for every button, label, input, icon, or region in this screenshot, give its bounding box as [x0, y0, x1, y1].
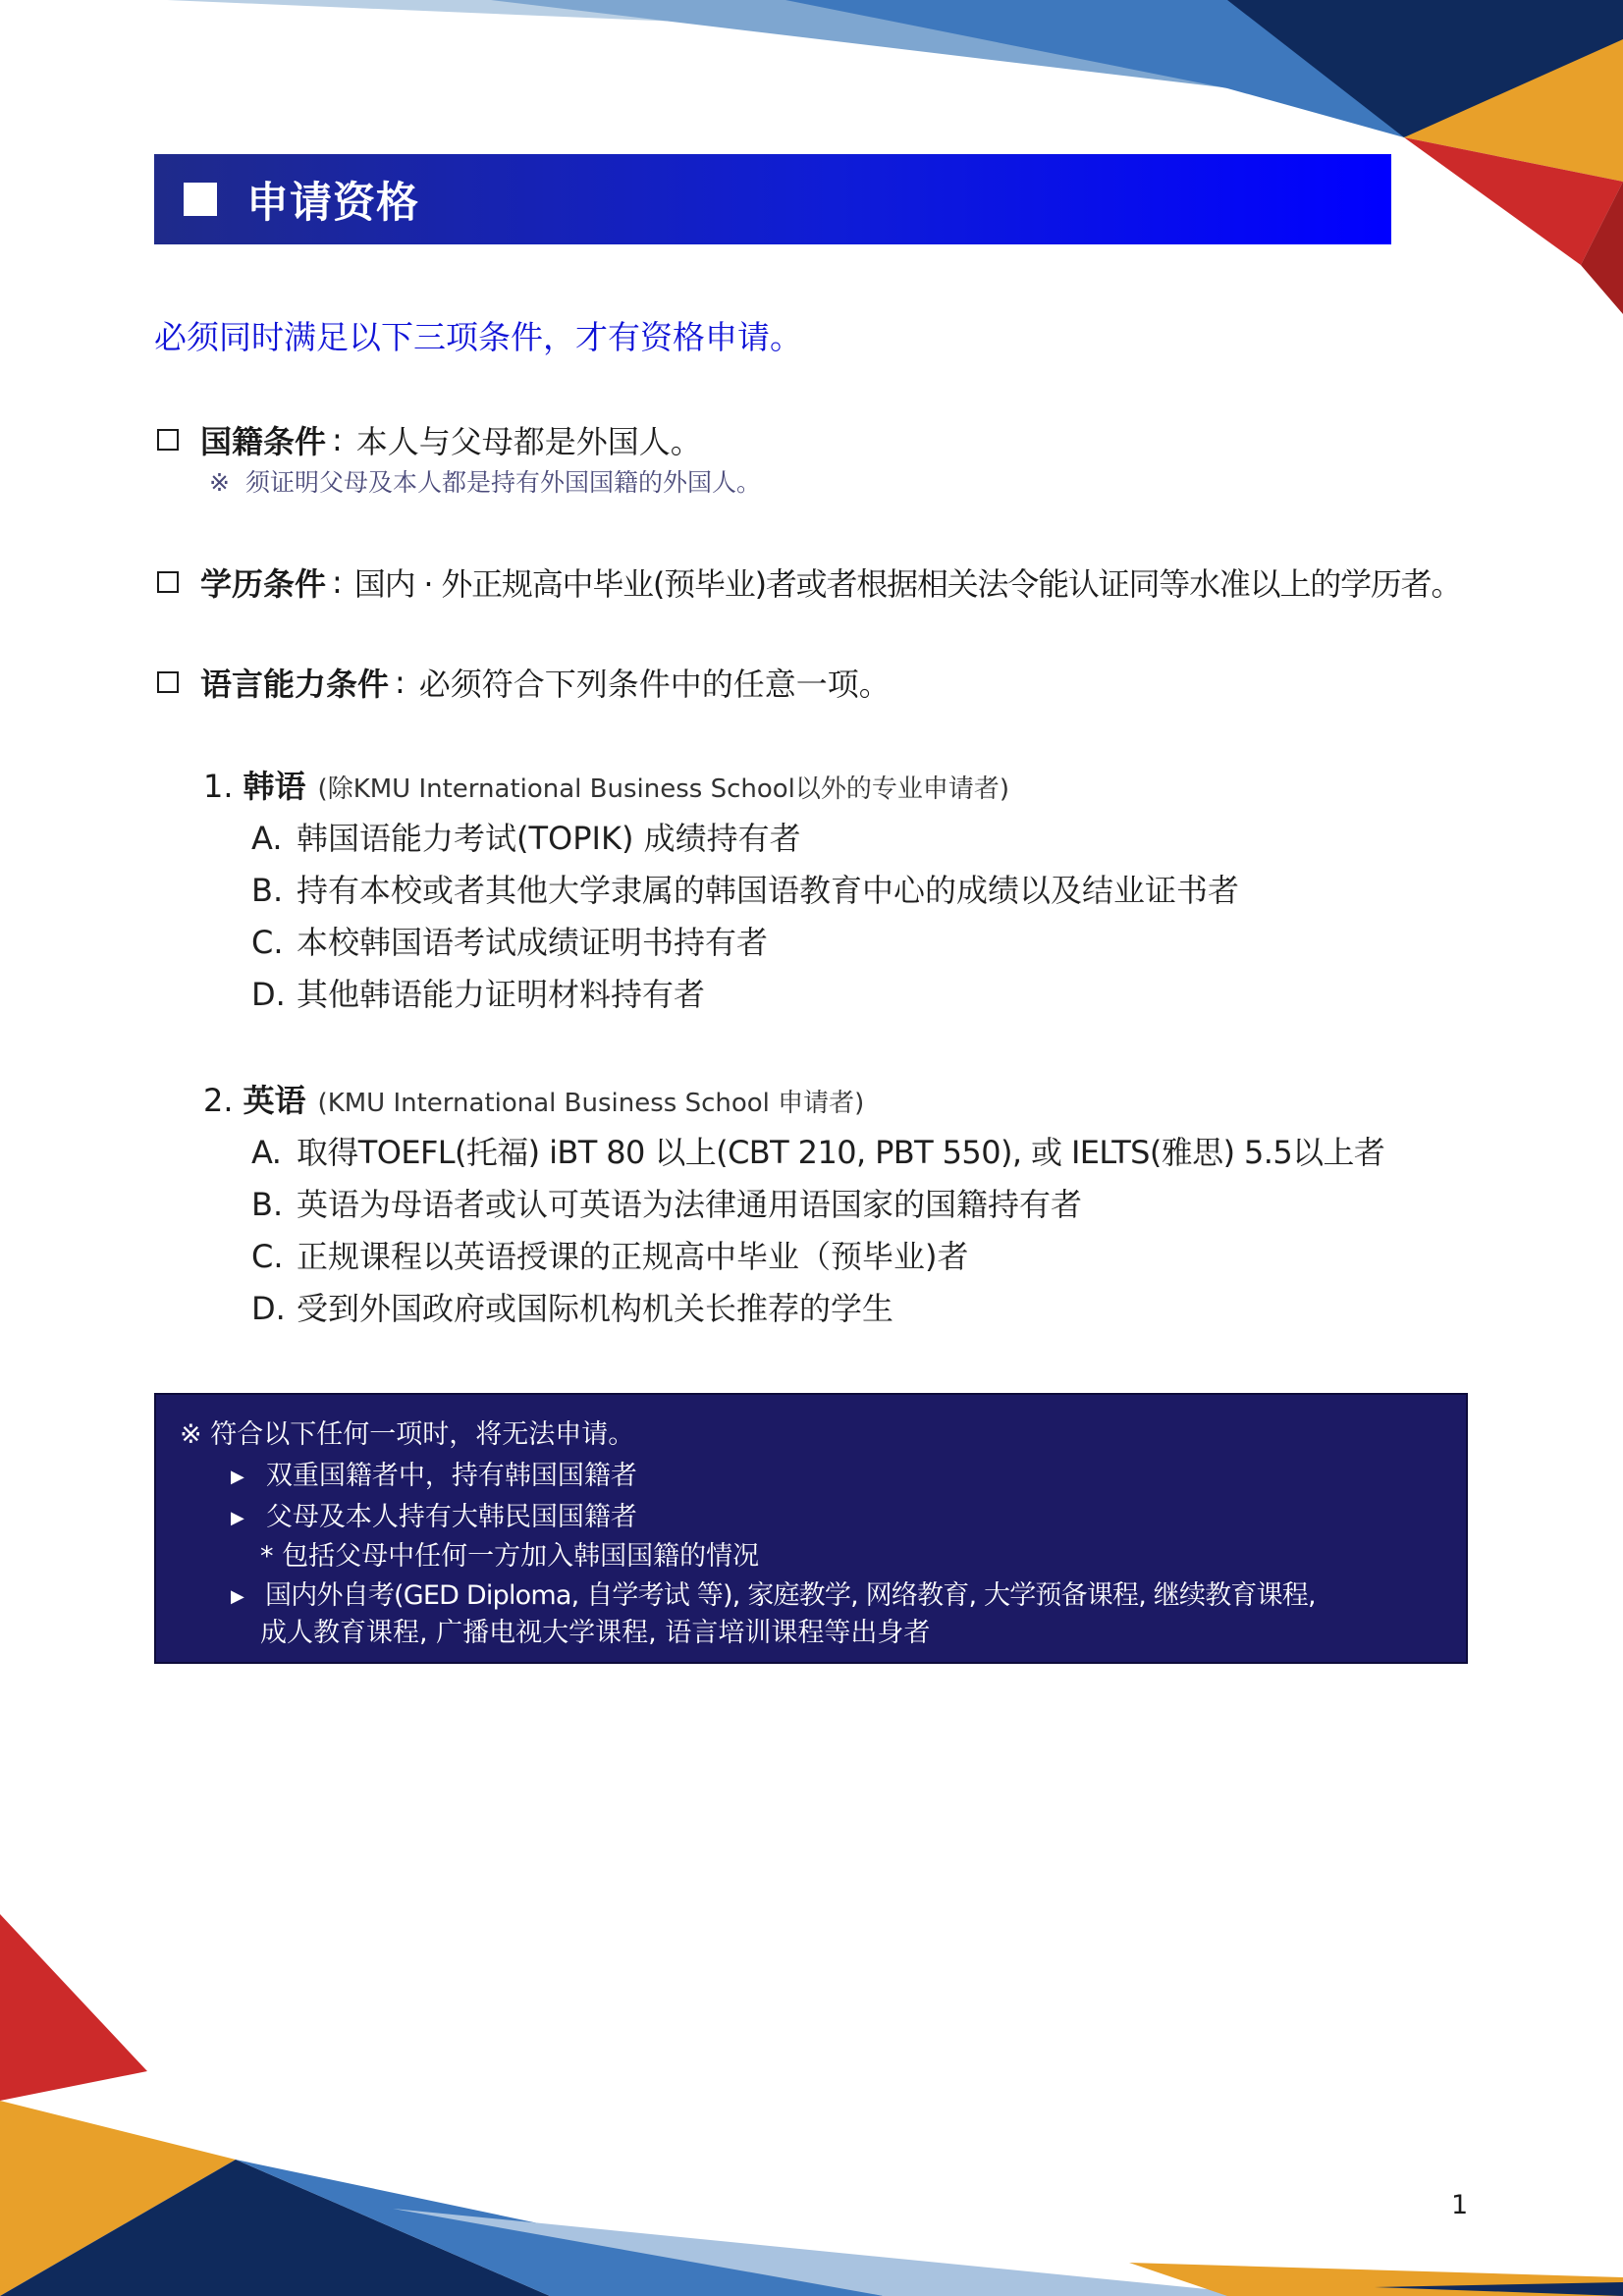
english-subtitle: (KMU International Business School 申请者) — [317, 1089, 865, 1118]
korean-subtitle: (除KMU International Business School以外的专业申请者) — [317, 774, 1010, 804]
section-header — [154, 154, 1391, 244]
english-title: 英语 — [243, 1082, 306, 1119]
korean-option-a: A. 韩国语能力考试(TOPIK) 成绩持有者 — [251, 820, 801, 857]
notice-item: ▶ 父母及本人持有大韩民国国籍者 — [231, 1502, 637, 1532]
condition-education — [157, 560, 1461, 605]
condition-nationality — [157, 417, 702, 462]
item-number: 2. — [203, 1082, 234, 1119]
note-mark: ※ — [209, 468, 230, 497]
condition-text: 国内 · 外正规高中毕业(预毕业)者或者根据相关法令能认证同等水准以上的学历者。 — [353, 565, 1462, 603]
condition-label: 国籍条件 — [200, 423, 327, 460]
triangle-bullet-icon: ▶ — [231, 1467, 244, 1487]
notice-box — [154, 1393, 1468, 1664]
condition-sep: : — [395, 664, 406, 701]
note-text: 须证明父母及本人都是持有外国国籍的外国人。 — [244, 468, 761, 497]
english-option-a: A. 取得TOEFL(托福) iBT 80 以上(CBT 210, PBT 550), 或 IELTS(雅思) 5.5以上者 — [251, 1134, 1385, 1171]
section-title: 申请资格 — [246, 178, 419, 228]
condition-text: 本人与父母都是外国人。 — [355, 423, 702, 460]
triangle-bullet-icon: ▶ — [231, 1508, 244, 1528]
intro-text: 必须同时满足以下三项条件，才有资格申请。 — [154, 318, 802, 356]
notice-title: ※ 符合以下任何一项时，将无法申请。 — [180, 1419, 635, 1450]
condition-sep: : — [332, 421, 343, 458]
condition-sep: : — [332, 563, 343, 601]
page-number: 1 — [1451, 2190, 1469, 2220]
triangle-bullet-icon: ▶ — [231, 1586, 244, 1607]
condition-label: 学历条件 — [200, 565, 327, 603]
english-option-d: D. 受到外国政府或国际机构机关长推荐的学生 — [251, 1290, 894, 1327]
english-option-c: C. 正规课程以英语授课的正规高中毕业（预毕业)者 — [251, 1238, 969, 1275]
item-number: 1. — [203, 768, 234, 805]
notice-item: ▶ 双重国籍者中，持有韩国国籍者 — [231, 1461, 637, 1491]
korean-option-d: D. 其他韩语能力证明材料持有者 — [251, 976, 706, 1013]
condition-label: 语言能力条件 — [200, 666, 390, 703]
english-heading — [203, 1076, 864, 1121]
header-square-icon — [184, 183, 217, 216]
condition-language — [157, 660, 891, 705]
nationality-note — [209, 463, 761, 499]
checkbox-icon — [157, 671, 179, 693]
notice-item-continuation: 成人教育课程, 广播电视大学课程, 语言培训课程等出身者 — [260, 1618, 931, 1648]
english-option-b: B. 英语为母语者或认可英语为法律通用语国家的国籍持有者 — [251, 1186, 1083, 1223]
korean-option-c: C. 本校韩国语考试成绩证明书持有者 — [251, 924, 769, 961]
korean-option-b: B. 持有本校或者其他大学隶属的韩国语教育中心的成绩以及结业证书者 — [251, 872, 1240, 909]
notice-item-note: * 包括父母中任何一方加入韩国国籍的情况 — [260, 1541, 760, 1572]
korean-heading — [203, 762, 1009, 807]
checkbox-icon — [157, 571, 179, 593]
notice-item: ▶ 国内外自考(GED Diploma, 自学考试 等), 家庭教学, 网络教育, 大学预备课程, 继续教育课程, — [231, 1580, 1316, 1611]
korean-title: 韩语 — [243, 768, 306, 805]
checkbox-icon — [157, 429, 179, 451]
condition-text: 必须符合下列条件中的任意一项。 — [418, 666, 891, 703]
